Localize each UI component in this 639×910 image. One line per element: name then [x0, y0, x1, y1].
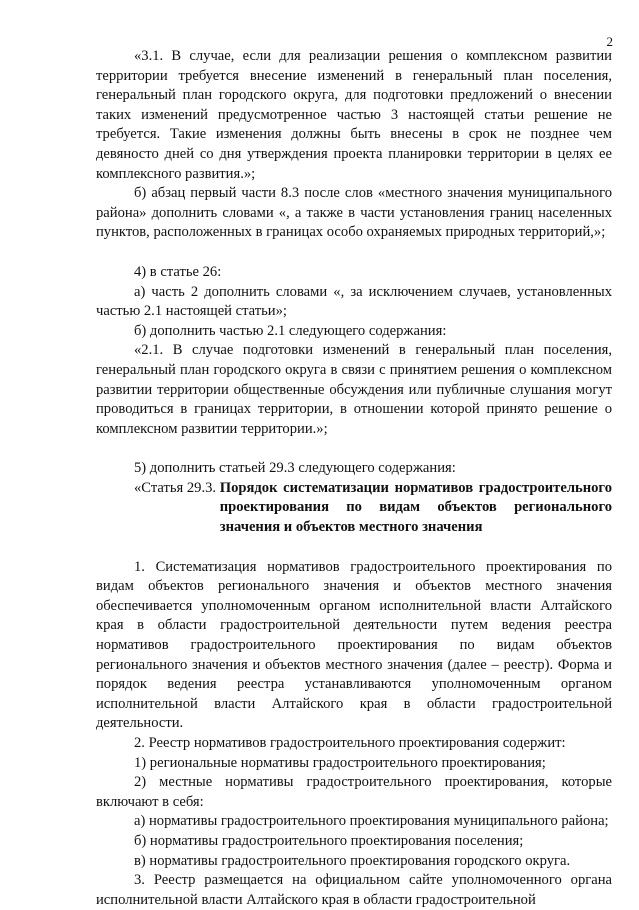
paragraph-item-4b: б) дополнить частью 2.1 следующего содержания: — [134, 322, 447, 339]
article-prefix: «Статья 29.3. — [134, 479, 220, 496]
article-title: Порядок систематизации нормативов градостроительного проектирования по видам объектов регионального значения и объектов местного значения — [219, 479, 612, 536]
paragraph-article-2-2c: в) нормативы градостроительного проектирования городского округа. — [134, 852, 571, 869]
document-body — [96, 47, 612, 910]
paragraph-gap — [96, 243, 612, 263]
paragraph-2-1: «2.1. В случае подготовки изменений в генеральный план поселения, генеральный план городского округа в связи с принятием решения о комплексном развитии территории общественные обсуждения или публичные слушания могут проводиться в границах территории, в отношении которой принято решение о комплексном развитии территории.»; — [96, 342, 612, 437]
paragraph-item-5: 5) дополнить статьей 29.3 следующего содержания: — [134, 460, 456, 477]
page-number: 2 — [606, 34, 613, 49]
paragraph-gap — [96, 538, 612, 558]
paragraph-gap — [96, 439, 612, 459]
article-heading — [96, 479, 612, 538]
paragraph-article-2-2b: б) нормативы градостроительного проектирования поселения; — [134, 832, 524, 849]
paragraph-3-1: «3.1. В случае, если для реализации решения о комплексном развитии территории требуется внесение изменений в генеральный план поселения, генеральный план городского округа, для подготовки предложений о внесении таких изменений предусмотренное частью 3 настоящей статьи решение не требуется. Такие изменения должны быть внесены в срок не позднее чем девяносто дней со дня утверждения проекта планировки территории в целях ее комплексного развития.»; — [96, 48, 612, 182]
paragraph-item-4a: а) часть 2 дополнить словами «, за исключением случаев, установленных частью 2.1 настоящей статьи»; — [96, 283, 612, 320]
paragraph-article-1: 1. Систематизация нормативов градостроительного проектирования по видам объектов регионального значения и объектов местного значения обеспечивается уполномоченным органом исполнительной власти Алтайского края в области градостроительной деятельности путем ведения реестра нормативов градостроительного проектирования по видам объектов регионального значения и объектов местного значения (далее – реестр). Форма и порядок ведения реестра устанавливаются уполномоченным органом исполнительной власти Алтайского края в области градостроительной деятельности. — [96, 558, 612, 732]
paragraph-article-3: 3. Реестр размещается на официальном сайте уполномоченного органа исполнительной власти Алтайского края в области градостроительной — [96, 872, 612, 908]
paragraph-article-2-1: 1) региональные нормативы градостроительного проектирования; — [134, 754, 546, 771]
paragraph-amend-8-3: б) абзац первый части 8.3 после слов «местного значения муниципального района» дополнить словами «, а также в части установления границ населенных пунктов, расположенных в границах особо охраняемых природных территорий,»; — [96, 185, 612, 241]
paragraph-article-2-2a: а) нормативы градостроительного проектирования муниципального района; — [134, 813, 609, 830]
paragraph-article-2-2: 2) местные нормативы градостроительного проектирования, которые включают в себя: — [96, 774, 612, 810]
paragraph-item-4: 4) в статье 26: — [134, 263, 222, 280]
paragraph-article-2: 2. Реестр нормативов градостроительного проектирования содержит: — [134, 735, 566, 751]
